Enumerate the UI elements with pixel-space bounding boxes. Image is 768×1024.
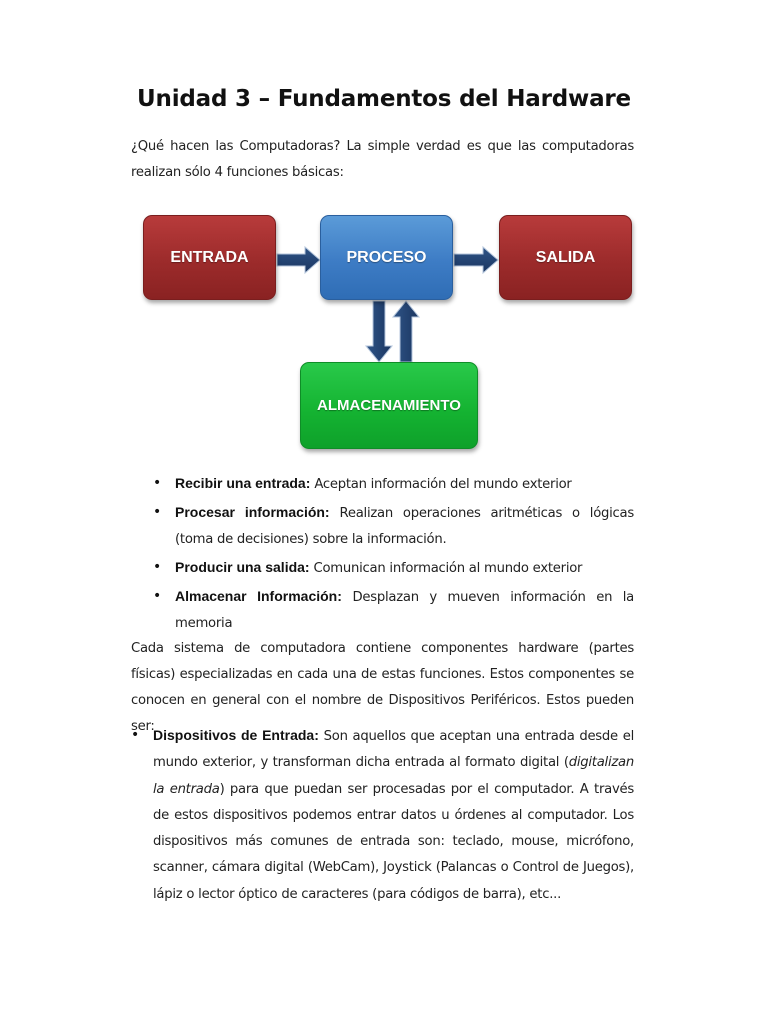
device-italic: digitalizan la entrada bbox=[153, 755, 634, 797]
device-text-b: ) para que puedan ser procesadas por el computador. A través de estos dispositivos podemos entrar datos u órdenes al computador. Los dispositivos más comunes de entrada son: teclado, mouse, micrófono, scanner, cámara digital (WebCam), Joystick (Palancas o Control de Juegos), lápiz o lector óptico de caracteres (para códigos de barra), etc... bbox=[153, 781, 634, 902]
arrow-proceso-salida bbox=[454, 247, 498, 273]
list-item bbox=[131, 554, 634, 582]
list-item bbox=[131, 583, 634, 637]
function-text: Realizan operaciones aritméticas o lógicas (toma de decisiones) sobre la información. bbox=[175, 506, 634, 547]
function-term: Producir una salida: bbox=[175, 559, 310, 575]
proceso-box: PROCESO bbox=[320, 215, 453, 300]
function-term: Recibir una entrada: bbox=[175, 475, 311, 491]
almacenamiento-box: ALMACENAMIENTO bbox=[300, 362, 478, 449]
diagram-arrows bbox=[0, 0, 768, 460]
arrow-proceso-almacenamiento bbox=[366, 301, 392, 362]
list-item bbox=[131, 470, 634, 498]
list-item bbox=[131, 499, 634, 553]
io-flow-diagram bbox=[0, 0, 768, 460]
function-term: Almacenar Información: bbox=[175, 588, 342, 604]
functions-list bbox=[131, 470, 634, 638]
device-text-a: Son aquellos que aceptan una entrada desde el mundo exterior, y transforman dicha entrada al formato digital ( bbox=[153, 729, 634, 771]
peripherals-paragraph: Cada sistema de computadora contiene componentes hardware (partes físicas) especializadas en cada una de estas funciones. Estos componentes se conocen en general con el nombre de Dispositivos Periféricos. Estos pueden ser: bbox=[131, 641, 634, 734]
function-text: Aceptan información del mundo exterior bbox=[310, 477, 572, 492]
device-term: Dispositivos de Entrada: bbox=[153, 727, 319, 743]
intro-paragraph: ¿Qué hacen las Computadoras? La simple verdad es que las computadoras realizan sólo 4 funciones básicas: bbox=[131, 139, 634, 180]
function-text: Desplazan y mueven información en la memoria bbox=[175, 590, 635, 631]
entrada-box: ENTRADA bbox=[143, 215, 276, 300]
function-term: Procesar información: bbox=[175, 504, 330, 520]
salida-box: SALIDA bbox=[499, 215, 632, 300]
devices-list bbox=[131, 722, 634, 908]
arrow-entrada-proceso bbox=[277, 247, 320, 273]
arrow-almacenamiento-proceso bbox=[393, 301, 419, 362]
function-text: Comunican información al mundo exterior bbox=[309, 561, 583, 576]
list-item bbox=[131, 722, 634, 908]
page-title: Unidad 3 – Fundamentos del Hardware bbox=[137, 86, 631, 112]
